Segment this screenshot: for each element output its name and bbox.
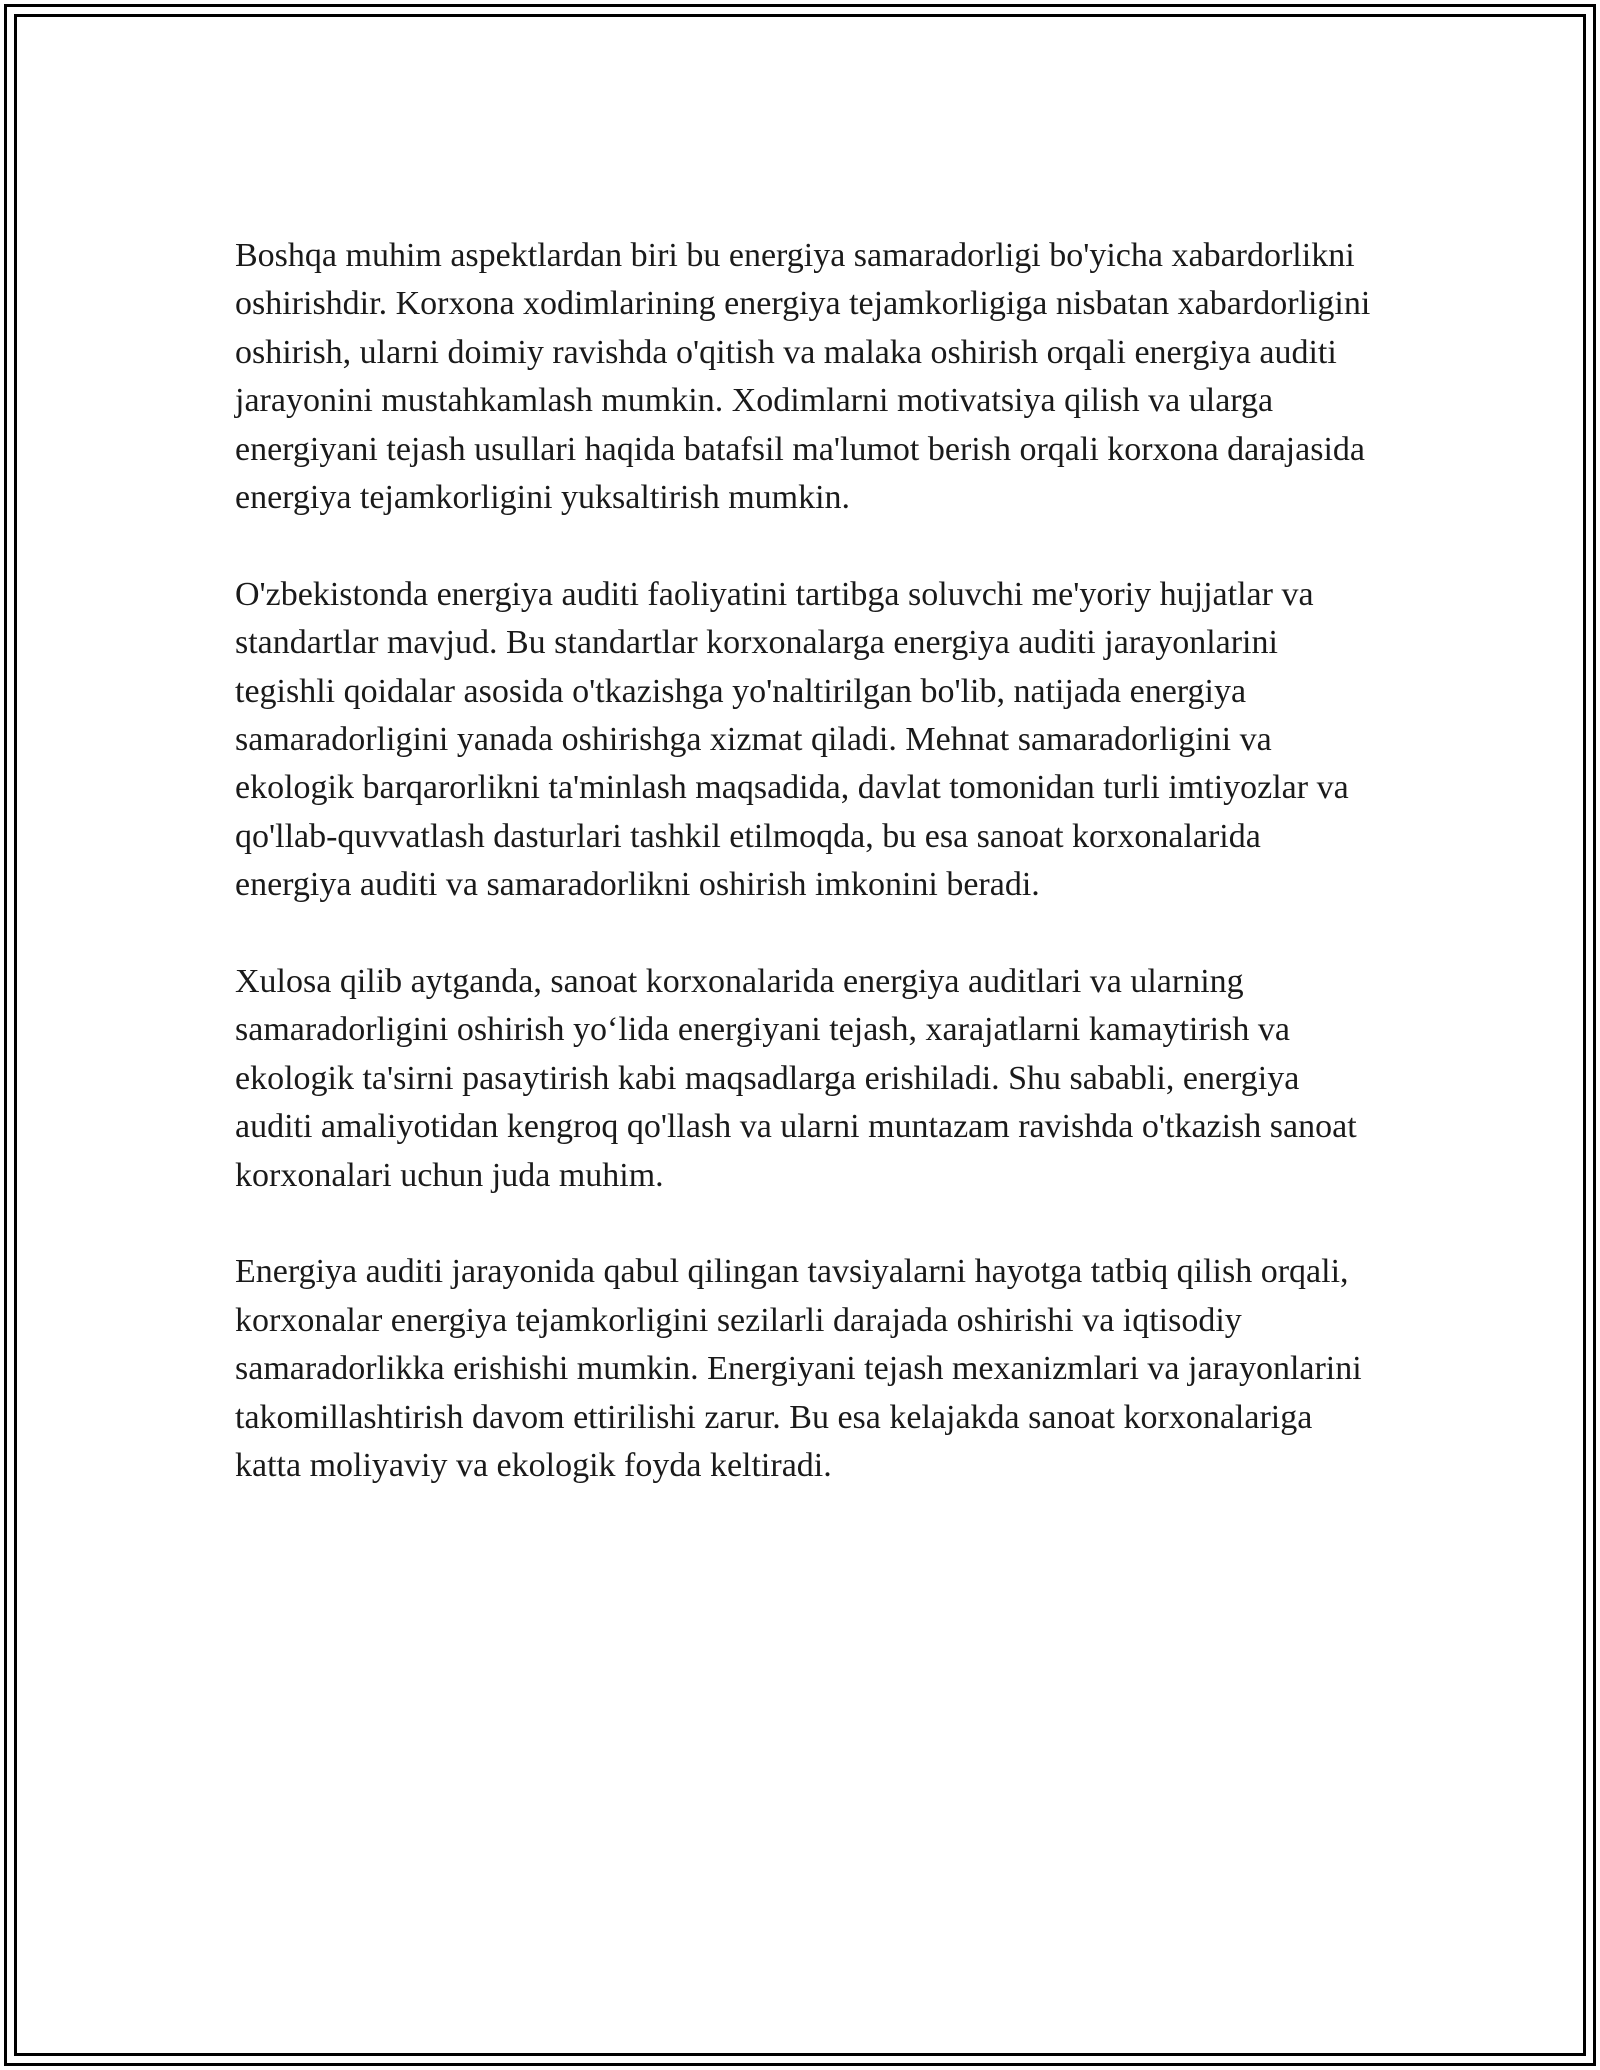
document-body bbox=[235, 232, 1375, 1539]
paragraph-3: Xulosa qilib aytganda, sanoat korxonalarida energiya auditlari va ularning samaradorligini oshirish yo‘lida energiyani tejash, xarajatlarni kamaytirish va ekologik ta'sirni pasaytirish kabi maqsadlarga erishiladi. Shu sababli, energiya auditi amaliyotidan kengroq qo'llash va ularni muntazam ravishda o'tkazish sanoat korxonalari uchun juda muhim. bbox=[235, 963, 1357, 1194]
paragraph-1: Boshqa muhim aspektlardan biri bu energiya samaradorligi bo'yicha xabardorlikni oshirishdir. Korxona xodimlarining energiya tejamkorligiga nisbatan xabardorligini oshirish, ularni doimiy ravishda o'qitish va malaka oshirish orqali energiya auditi jarayonini mustahkamlash mumkin. Xodimlarni motivatsiya qilish va ularga energiyani tejash usullari haqida batafsil ma'lumot berish orqali korxona darajasida energiya tejamkorligini yuksaltirish mumkin. bbox=[235, 237, 1371, 517]
paragraph-2: O'zbekistonda energiya auditi faoliyatini tartibga soluvchi me'yoriy hujjatlar va standartlar mavjud. Bu standartlar korxonalarga energiya auditi jarayonlarini tegishli qoidalar asosida o'tkazishga yo'naltirilgan bo'lib, natijada energiya samaradorligini yanada oshirishga xizmat qiladi. Mehnat samaradorligini va ekologik barqarorlikni ta'minlash maqsadida, davlat tomonidan turli imtiyozlar va qo'llab-quvvatlash dasturlari tashkil etilmoqda, bu esa sanoat korxonalarida energiya auditi va samaradorlikni oshirish imkonini beradi. bbox=[235, 575, 1349, 904]
paragraph-4: Energiya auditi jarayonida qabul qilingan tavsiyalarni hayotga tatbiq qilish orqali, korxonalar energiya tejamkorligini sezilarli darajada oshirishi va iqtisodiy samaradorlikka erishishi mumkin. Energiyani tejash mexanizmlari va jarayonlarini takomillashtirish davom ettirilishi zarur. Bu esa kelajakda sanoat korxonalariga katta moliyaviy va ekologik foyda keltiradi. bbox=[235, 1253, 1362, 1485]
